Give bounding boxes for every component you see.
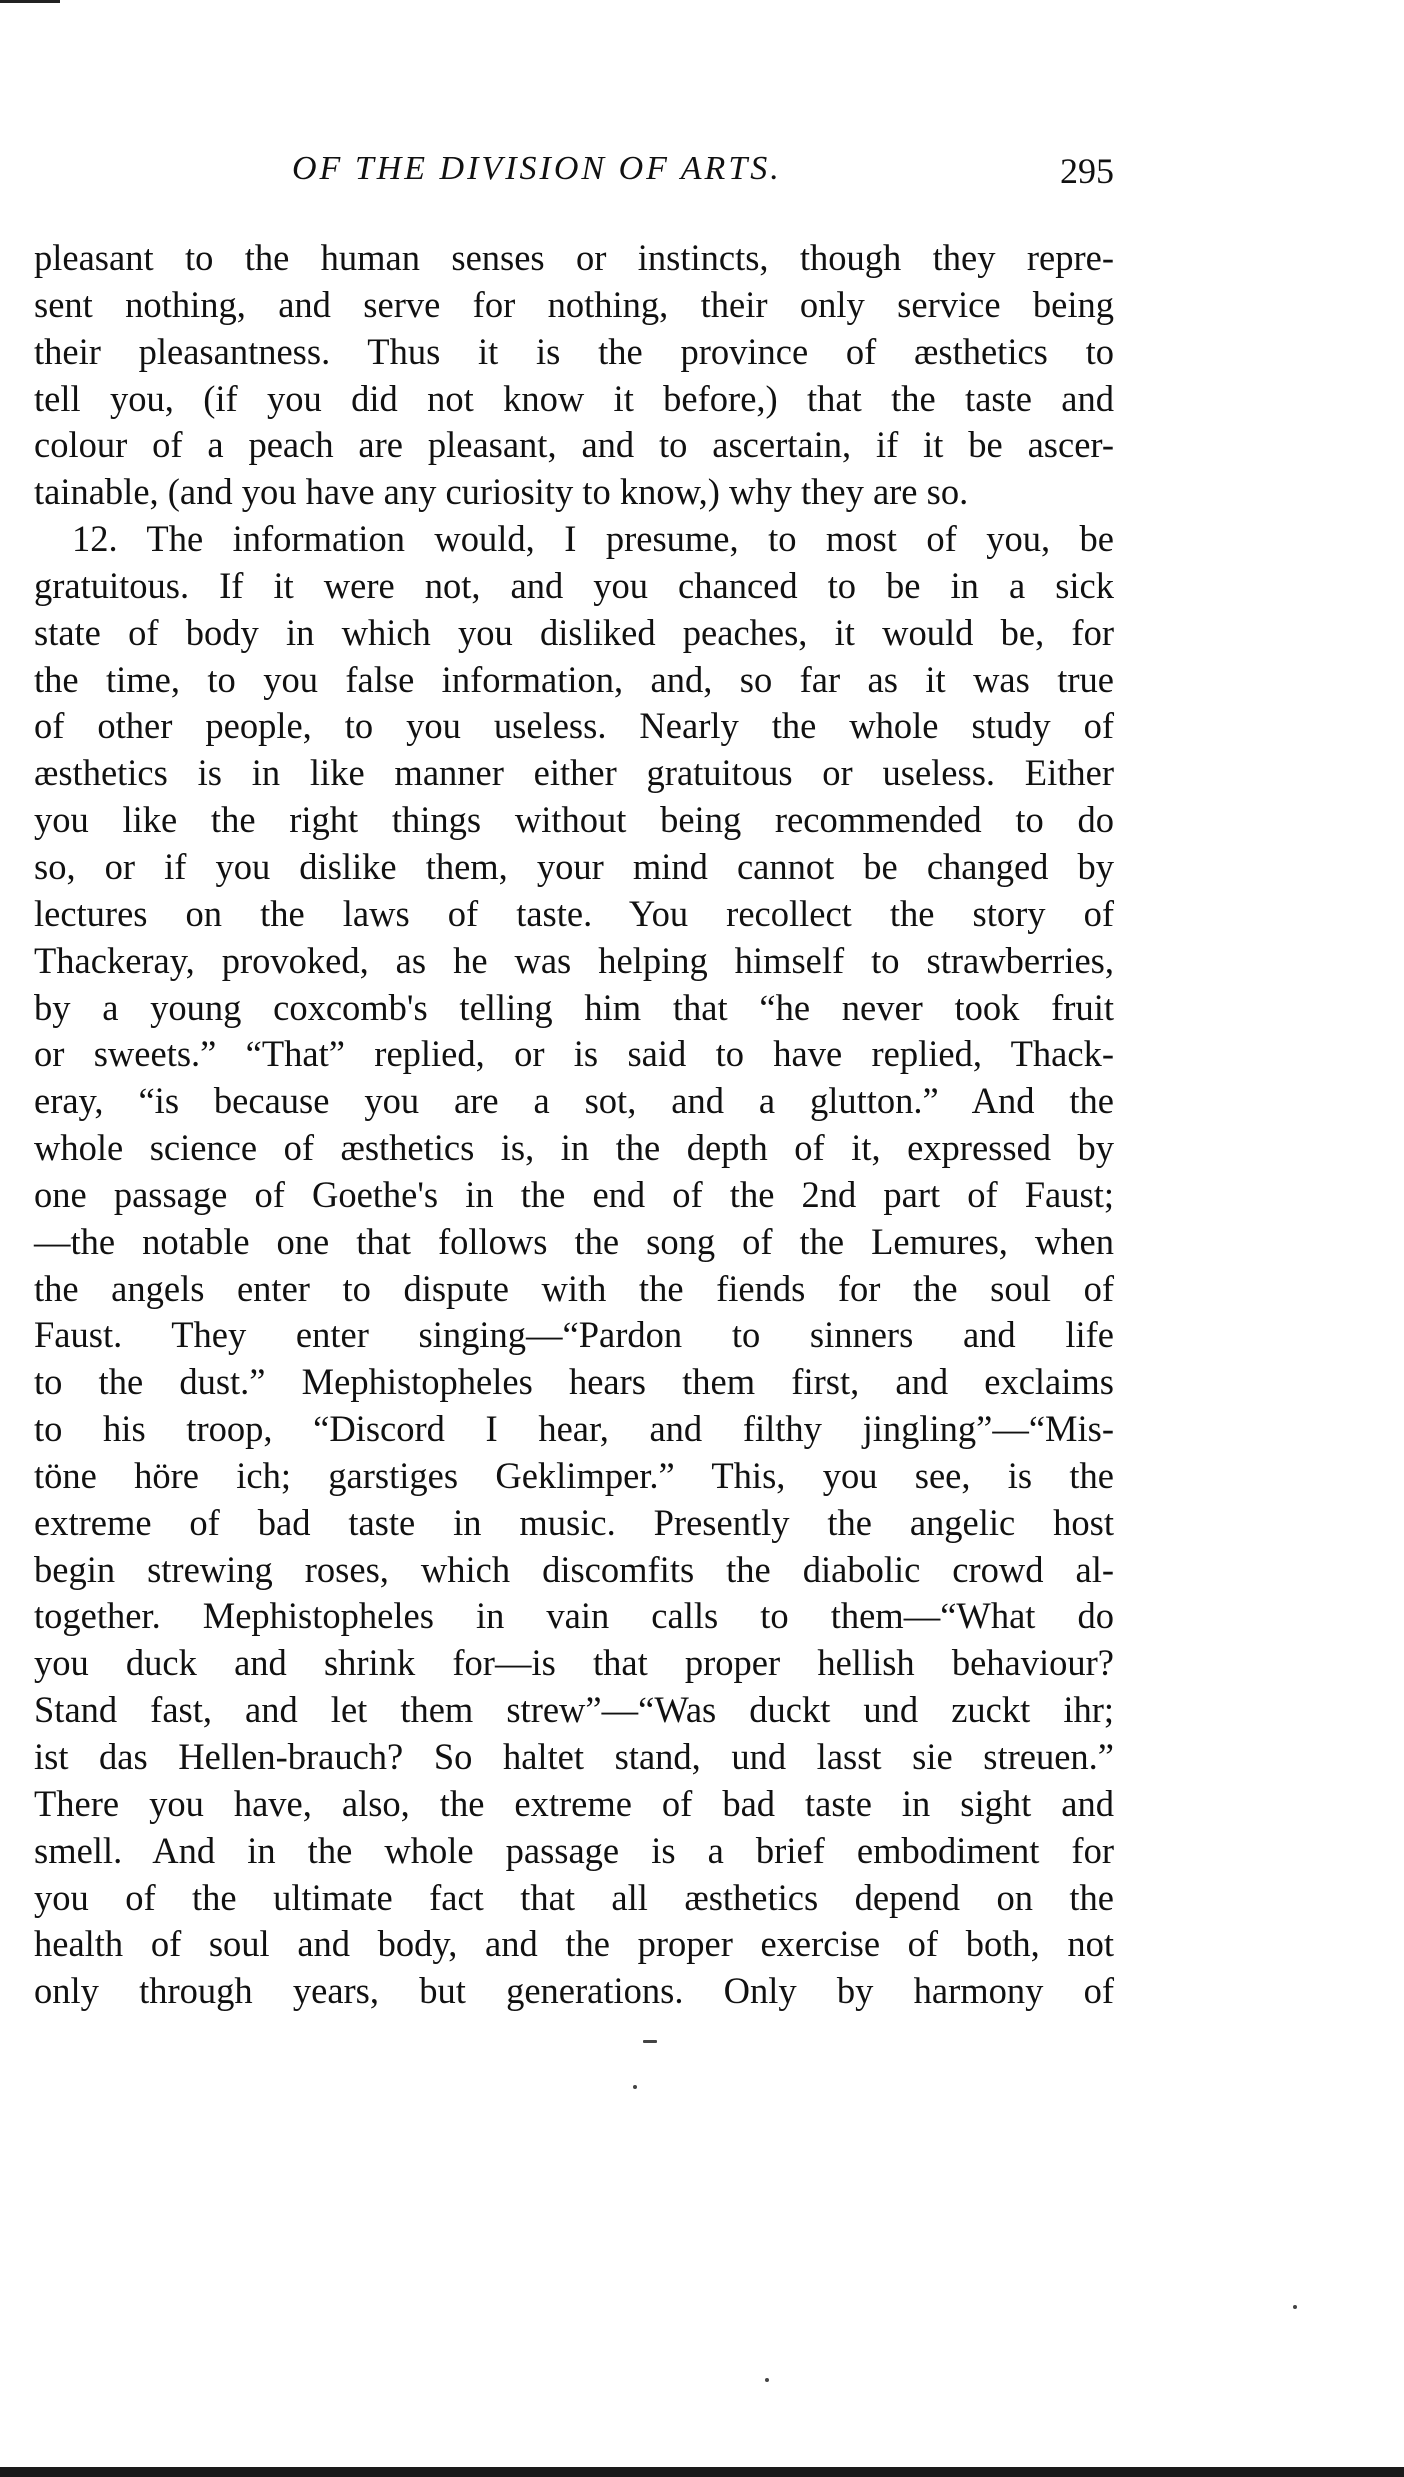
text-line: their pleasantness. Thus it is the province of æsthetics to: [34, 330, 1114, 372]
text-line: gratuitous. If it were not, and you chanced to be in a sick: [34, 564, 1114, 606]
text-line: eray, “is because you are a sot, and a glutton.” And the: [34, 1080, 1114, 1122]
text-line: whole science of æsthetics is, in the depth of it, expressed by: [34, 1127, 1114, 1169]
print-speck: [1293, 2305, 1297, 2309]
text-line: æsthetics is in like manner either gratuitous or useless. Either: [34, 752, 1114, 794]
text-line: so, or if you dislike them, your mind cannot be changed by: [34, 845, 1114, 887]
text-line: to his troop, “Discord I hear, and filthy jingling”—“Mis-: [34, 1408, 1114, 1450]
text-line: one passage of Goethe's in the end of the 2nd part of Faust;: [34, 1173, 1114, 1215]
text-line: tell you, (if you did not know it before,) that the taste and: [34, 377, 1114, 419]
text-line: lectures on the laws of taste. You recollect the story of: [34, 892, 1114, 934]
print-speck: [765, 2378, 769, 2382]
text-line: or sweets.” “That” replied, or is said to have replied, Thack-: [34, 1033, 1114, 1075]
text-line: töne höre ich; garstiges Geklimper.” This, you see, is the: [34, 1454, 1114, 1496]
text-line: tainable, (and you have any curiosity to know,) why they are so.: [34, 471, 969, 513]
text-line: colour of a peach are pleasant, and to ascertain, if it be ascer-: [34, 424, 1114, 466]
text-line: —the notable one that follows the song of the Lemures, when: [34, 1220, 1114, 1262]
text-line: only through years, but generations. Only by harmony of: [34, 1970, 1114, 2012]
running-head: OF THE DIVISION OF ARTS.: [292, 150, 782, 187]
text-line: by a young coxcomb's telling him that “he never took fruit: [34, 986, 1114, 1028]
text-line: extreme of bad taste in music. Presently the angelic host: [34, 1501, 1114, 1543]
page-number: 295: [1060, 151, 1114, 191]
text-line: the time, to you false information, and, so far as it was true: [34, 658, 1114, 700]
text-line: Stand fast, and let them strew”—“Was duckt und zuckt ihr;: [34, 1689, 1114, 1731]
print-speck: [643, 2040, 657, 2043]
text-line: Faust. They enter singing—“Pardon to sinners and life: [34, 1314, 1114, 1356]
text-line: you of the ultimate fact that all æsthetics depend on the: [34, 1876, 1114, 1918]
top-edge-rule: [0, 0, 60, 3]
print-speck: [633, 2085, 637, 2089]
text-line: the angels enter to dispute with the fiends for the soul of: [34, 1267, 1114, 1309]
text-line: ist das Hellen-brauch? So haltet stand, und lasst sie streuen.”: [34, 1736, 1114, 1777]
page-header: [34, 150, 1114, 210]
bottom-edge-rule: [0, 2467, 1404, 2477]
body-text: [34, 235, 1114, 2015]
text-line: sent nothing, and serve for nothing, their only service being: [34, 283, 1114, 325]
text-line: you like the right things without being recommended to do: [34, 799, 1114, 841]
text-line: begin strewing roses, which discomfits the diabolic crowd al-: [34, 1548, 1114, 1590]
text-line: together. Mephistopheles in vain calls to them—“What do: [34, 1595, 1114, 1637]
text-line: smell. And in the whole passage is a brief embodiment for: [34, 1829, 1114, 1871]
text-line: There you have, also, the extreme of bad taste in sight and: [34, 1782, 1114, 1824]
text-line: of other people, to you useless. Nearly the whole study of: [34, 705, 1114, 747]
text-line: pleasant to the human senses or instincts, though they repre-: [34, 237, 1114, 278]
text-line: health of soul and body, and the proper exercise of both, not: [34, 1923, 1114, 1965]
text-line: Thackeray, provoked, as he was helping himself to strawberries,: [34, 939, 1114, 981]
text-line: state of body in which you disliked peaches, it would be, for: [34, 611, 1114, 653]
text-line: 12. The information would, I presume, to most of you, be: [72, 518, 1114, 560]
text-line: you duck and shrink for—is that proper hellish behaviour?: [34, 1642, 1114, 1684]
text-line: to the dust.” Mephistopheles hears them first, and exclaims: [34, 1361, 1114, 1403]
